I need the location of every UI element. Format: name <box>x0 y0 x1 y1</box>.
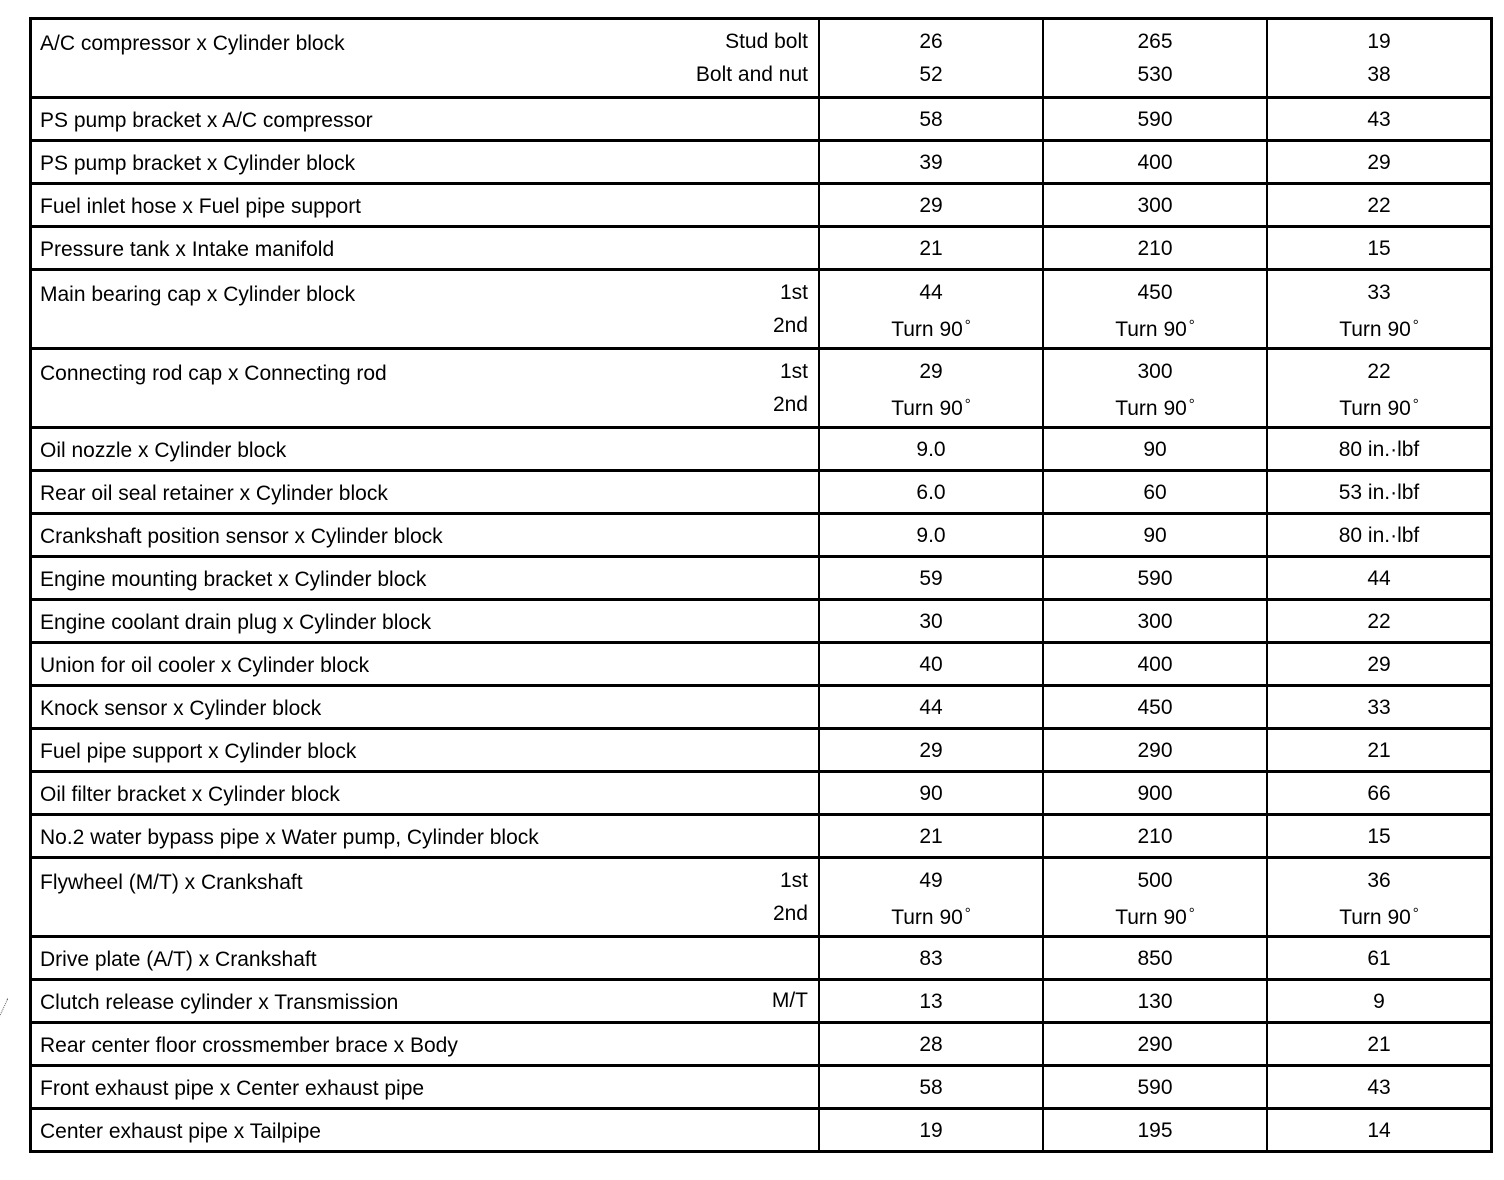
table-row <box>31 270 1492 349</box>
torque-value: 400 <box>1137 652 1173 676</box>
table-row <box>31 858 1492 937</box>
torque-value: 300 <box>1137 193 1173 217</box>
torque-nm-cell <box>819 19 1043 98</box>
torque-value: 9.0 <box>916 523 946 547</box>
torque-value: 52 <box>919 63 943 86</box>
torque-value: 19 <box>919 1118 943 1142</box>
part-cell <box>31 227 820 270</box>
part-cell <box>31 772 820 815</box>
torque-kgfcm-cell <box>1043 1109 1267 1152</box>
torque-value: 9.0 <box>916 437 946 461</box>
torque-nm-cell <box>819 227 1043 270</box>
torque-value: 130 <box>1137 989 1173 1013</box>
table-row <box>31 471 1492 514</box>
torque-value: 450 <box>1137 281 1173 304</box>
part-cell <box>31 980 820 1023</box>
torque-value: Turn 90 ° <box>891 396 971 420</box>
torque-value: 58 <box>919 1075 943 1099</box>
torque-nm-cell <box>819 270 1043 349</box>
torque-ftlbf-cell <box>1267 1109 1492 1152</box>
part-cell <box>31 643 820 686</box>
torque-value: 33 <box>1367 281 1391 304</box>
torque-nm-cell <box>819 98 1043 141</box>
torque-ftlbf-cell <box>1267 141 1492 184</box>
torque-value: 80 in.·lbf <box>1338 523 1420 547</box>
torque-kgfcm-cell <box>1043 428 1267 471</box>
table-row <box>31 1023 1492 1066</box>
torque-kgfcm-cell <box>1043 815 1267 858</box>
torque-nm-cell <box>819 643 1043 686</box>
torque-kgfcm-cell <box>1043 270 1267 349</box>
degree-symbol: ° <box>1188 905 1195 922</box>
part-name: Pressure tank x Intake manifold <box>40 237 335 261</box>
part-name: Engine coolant drain plug x Cylinder block <box>40 610 432 634</box>
torque-value: 38 <box>1367 63 1391 86</box>
part-name: Rear oil seal retainer x Cylinder block <box>40 481 388 505</box>
part-name: Union for oil cooler x Cylinder block <box>40 653 370 677</box>
degree-symbol: ° <box>1412 317 1419 334</box>
step-label: 1st <box>779 281 808 304</box>
torque-ftlbf-cell <box>1267 643 1492 686</box>
part-cell <box>31 428 820 471</box>
step-labels <box>772 984 808 1017</box>
part-name: Center exhaust pipe x Tailpipe <box>40 1119 321 1143</box>
degree-symbol: ° <box>1412 396 1419 413</box>
part-cell <box>31 937 820 980</box>
torque-value: 22 <box>1367 193 1391 217</box>
step-label: Stud bolt <box>725 30 808 53</box>
part-name: Rear center floor crossmember brace x Body <box>40 1033 458 1057</box>
part-name: Main bearing cap x Cylinder block <box>40 283 356 306</box>
torque-nm-cell <box>819 686 1043 729</box>
torque-value: 66 <box>1367 781 1391 805</box>
torque-value: 40 <box>919 652 943 676</box>
torque-nm-cell <box>819 557 1043 600</box>
torque-value: 290 <box>1137 738 1173 762</box>
torque-value: 29 <box>919 193 943 217</box>
part-cell <box>31 514 820 557</box>
torque-nm-cell <box>819 471 1043 514</box>
torque-ftlbf-cell <box>1267 227 1492 270</box>
torque-value: Turn 90 ° <box>1339 396 1419 420</box>
table-row <box>31 349 1492 428</box>
degree-symbol: ° <box>964 317 971 334</box>
part-cell <box>31 729 820 772</box>
torque-value: 900 <box>1137 781 1173 805</box>
torque-kgfcm-cell <box>1043 349 1267 428</box>
part-name: Flywheel (M/T) x Crankshaft <box>40 871 303 894</box>
torque-ftlbf-cell <box>1267 428 1492 471</box>
torque-table-body <box>31 19 1492 1152</box>
torque-spec-sheet <box>29 17 1464 1153</box>
part-name: Clutch release cylinder x Transmission <box>40 990 399 1014</box>
torque-kgfcm-cell <box>1043 1066 1267 1109</box>
degree-symbol: ° <box>1188 317 1195 334</box>
torque-value: Turn 90 ° <box>1115 317 1195 341</box>
part-cell <box>31 184 820 227</box>
table-row <box>31 428 1492 471</box>
torque-value: 290 <box>1137 1032 1173 1056</box>
torque-value: 590 <box>1137 566 1173 590</box>
torque-nm-cell <box>819 937 1043 980</box>
table-row <box>31 557 1492 600</box>
torque-nm-cell <box>819 428 1043 471</box>
torque-value: Turn 90 ° <box>891 905 971 929</box>
part-name: Crankshaft position sensor x Cylinder block <box>40 524 443 548</box>
part-cell <box>31 686 820 729</box>
table-row <box>31 600 1492 643</box>
torque-kgfcm-cell <box>1043 557 1267 600</box>
part-name: Knock sensor x Cylinder block <box>40 696 322 720</box>
torque-ftlbf-cell <box>1267 1023 1492 1066</box>
degree-symbol: ° <box>1412 905 1419 922</box>
torque-value: Turn 90 ° <box>1339 317 1419 341</box>
torque-value: 44 <box>919 281 943 304</box>
torque-value: 19 <box>1367 30 1391 53</box>
torque-value: Turn 90 ° <box>891 317 971 341</box>
part-name: Oil filter bracket x Cylinder block <box>40 782 340 806</box>
torque-kgfcm-cell <box>1043 858 1267 937</box>
part-cell <box>31 1023 820 1066</box>
torque-value: 90 <box>1143 437 1167 461</box>
part-cell <box>31 557 820 600</box>
torque-kgfcm-cell <box>1043 772 1267 815</box>
part-cell <box>31 1066 820 1109</box>
table-row <box>31 1109 1492 1152</box>
part-name: PS pump bracket x Cylinder block <box>40 151 356 175</box>
torque-value: 43 <box>1367 1075 1391 1099</box>
torque-value: 210 <box>1137 236 1173 260</box>
torque-value: 61 <box>1367 946 1391 970</box>
torque-ftlbf-cell <box>1267 729 1492 772</box>
torque-value: Turn 90 ° <box>1115 396 1195 420</box>
torque-kgfcm-cell <box>1043 184 1267 227</box>
table-row <box>31 772 1492 815</box>
part-cell <box>31 471 820 514</box>
torque-kgfcm-cell <box>1043 98 1267 141</box>
part-name: A/C compressor x Cylinder block <box>40 32 345 55</box>
torque-value: 21 <box>919 236 943 260</box>
torque-ftlbf-cell <box>1267 98 1492 141</box>
torque-value: 500 <box>1137 869 1173 892</box>
torque-nm-cell <box>819 729 1043 772</box>
torque-value: 39 <box>919 150 943 174</box>
torque-ftlbf-cell <box>1267 980 1492 1023</box>
part-cell <box>31 349 820 428</box>
torque-kgfcm-cell <box>1043 643 1267 686</box>
part-name: Fuel inlet hose x Fuel pipe support <box>40 194 362 218</box>
table-row <box>31 1066 1492 1109</box>
torque-nm-cell <box>819 1109 1043 1152</box>
torque-value: 26 <box>919 30 943 53</box>
torque-nm-cell <box>819 858 1043 937</box>
margin-scan-mark <box>0 999 9 1018</box>
torque-value: 36 <box>1367 869 1391 892</box>
table-row <box>31 686 1492 729</box>
step-label: M/T <box>771 988 808 1012</box>
part-cell <box>31 270 820 349</box>
torque-value: 450 <box>1137 695 1173 719</box>
torque-value: 80 in.·lbf <box>1338 437 1420 461</box>
torque-table <box>29 17 1493 1153</box>
step-label: 1st <box>779 869 808 892</box>
torque-value: Turn 90 ° <box>1115 905 1195 929</box>
torque-value: 90 <box>919 781 943 805</box>
torque-nm-cell <box>819 1066 1043 1109</box>
torque-value: 53 in.·lbf <box>1338 480 1420 504</box>
torque-value: 14 <box>1367 1118 1391 1142</box>
torque-value: 22 <box>1367 609 1391 633</box>
step-label: 1st <box>779 360 808 383</box>
torque-nm-cell <box>819 184 1043 227</box>
torque-value: 21 <box>919 824 943 848</box>
step-labels <box>696 25 808 91</box>
part-cell <box>31 98 820 141</box>
torque-value: 300 <box>1137 360 1173 383</box>
torque-value: 9 <box>1373 989 1385 1013</box>
torque-value: 29 <box>1367 652 1391 676</box>
torque-ftlbf-cell <box>1267 270 1492 349</box>
table-row <box>31 980 1492 1023</box>
part-cell <box>31 858 820 937</box>
table-row <box>31 729 1492 772</box>
torque-nm-cell <box>819 772 1043 815</box>
step-labels <box>773 355 808 421</box>
part-name: Drive plate (A/T) x Crankshaft <box>40 947 317 971</box>
torque-kgfcm-cell <box>1043 980 1267 1023</box>
torque-value: 13 <box>919 989 943 1013</box>
torque-kgfcm-cell <box>1043 686 1267 729</box>
table-row <box>31 815 1492 858</box>
torque-value: 590 <box>1137 1075 1173 1099</box>
part-cell <box>31 600 820 643</box>
table-row <box>31 98 1492 141</box>
torque-ftlbf-cell <box>1267 19 1492 98</box>
torque-value: 59 <box>919 566 943 590</box>
step-label: 2nd <box>772 314 808 337</box>
torque-nm-cell <box>819 600 1043 643</box>
torque-value: 83 <box>919 946 943 970</box>
torque-value: 33 <box>1367 695 1391 719</box>
torque-value: 15 <box>1367 236 1391 260</box>
table-row <box>31 19 1492 98</box>
torque-kgfcm-cell <box>1043 19 1267 98</box>
torque-value: 300 <box>1137 609 1173 633</box>
torque-kgfcm-cell <box>1043 729 1267 772</box>
part-name: No.2 water bypass pipe x Water pump, Cylinder block <box>40 825 539 849</box>
torque-value: 850 <box>1137 946 1173 970</box>
torque-value: 21 <box>1367 738 1391 762</box>
torque-value: 29 <box>919 360 943 383</box>
torque-value: 49 <box>919 869 943 892</box>
torque-ftlbf-cell <box>1267 184 1492 227</box>
torque-nm-cell <box>819 141 1043 184</box>
torque-value: Turn 90 ° <box>1339 905 1419 929</box>
torque-kgfcm-cell <box>1043 471 1267 514</box>
torque-value: 29 <box>919 738 943 762</box>
torque-value: 265 <box>1137 30 1173 53</box>
degree-symbol: ° <box>964 905 971 922</box>
torque-value: 210 <box>1137 824 1173 848</box>
part-name: Engine mounting bracket x Cylinder block <box>40 567 427 591</box>
torque-value: 43 <box>1367 107 1391 131</box>
torque-nm-cell <box>819 1023 1043 1066</box>
torque-nm-cell <box>819 980 1043 1023</box>
torque-value: 6.0 <box>916 480 946 504</box>
torque-value: 60 <box>1143 480 1167 504</box>
torque-kgfcm-cell <box>1043 141 1267 184</box>
step-labels <box>773 276 808 342</box>
torque-ftlbf-cell <box>1267 471 1492 514</box>
torque-ftlbf-cell <box>1267 514 1492 557</box>
table-row <box>31 643 1492 686</box>
degree-symbol: ° <box>1188 396 1195 413</box>
part-name: Front exhaust pipe x Center exhaust pipe <box>40 1076 425 1100</box>
table-row <box>31 937 1492 980</box>
part-cell <box>31 815 820 858</box>
torque-ftlbf-cell <box>1267 349 1492 428</box>
degree-symbol: ° <box>964 396 971 413</box>
torque-value: 530 <box>1137 63 1173 86</box>
table-row <box>31 141 1492 184</box>
table-row <box>31 514 1492 557</box>
part-name: Connecting rod cap x Connecting rod <box>40 362 387 385</box>
torque-value: 400 <box>1137 150 1173 174</box>
torque-value: 29 <box>1367 150 1391 174</box>
torque-value: 195 <box>1137 1118 1173 1142</box>
torque-value: 28 <box>919 1032 943 1056</box>
torque-kgfcm-cell <box>1043 227 1267 270</box>
step-label: 2nd <box>772 393 808 416</box>
torque-ftlbf-cell <box>1267 686 1492 729</box>
torque-ftlbf-cell <box>1267 937 1492 980</box>
torque-nm-cell <box>819 815 1043 858</box>
table-row <box>31 184 1492 227</box>
torque-value: 590 <box>1137 107 1173 131</box>
torque-ftlbf-cell <box>1267 600 1492 643</box>
step-label: 2nd <box>772 902 808 925</box>
part-name: Oil nozzle x Cylinder block <box>40 438 287 462</box>
torque-value: 44 <box>919 695 943 719</box>
part-cell <box>31 19 820 98</box>
torque-ftlbf-cell <box>1267 1066 1492 1109</box>
torque-ftlbf-cell <box>1267 772 1492 815</box>
torque-value: 22 <box>1367 360 1391 383</box>
torque-ftlbf-cell <box>1267 557 1492 600</box>
torque-ftlbf-cell <box>1267 858 1492 937</box>
torque-value: 21 <box>1367 1032 1391 1056</box>
part-name: Fuel pipe support x Cylinder block <box>40 739 357 763</box>
part-cell <box>31 1109 820 1152</box>
table-row <box>31 227 1492 270</box>
torque-kgfcm-cell <box>1043 600 1267 643</box>
torque-value: 90 <box>1143 523 1167 547</box>
part-cell <box>31 141 820 184</box>
torque-value: 30 <box>919 609 943 633</box>
torque-kgfcm-cell <box>1043 514 1267 557</box>
step-labels <box>773 864 808 930</box>
torque-ftlbf-cell <box>1267 815 1492 858</box>
part-name: PS pump bracket x A/C compressor <box>40 108 373 132</box>
torque-nm-cell <box>819 514 1043 557</box>
torque-nm-cell <box>819 349 1043 428</box>
torque-kgfcm-cell <box>1043 1023 1267 1066</box>
torque-value: 58 <box>919 107 943 131</box>
torque-value: 44 <box>1367 566 1391 590</box>
torque-value: 15 <box>1367 824 1391 848</box>
torque-kgfcm-cell <box>1043 937 1267 980</box>
step-label: Bolt and nut <box>695 63 808 86</box>
